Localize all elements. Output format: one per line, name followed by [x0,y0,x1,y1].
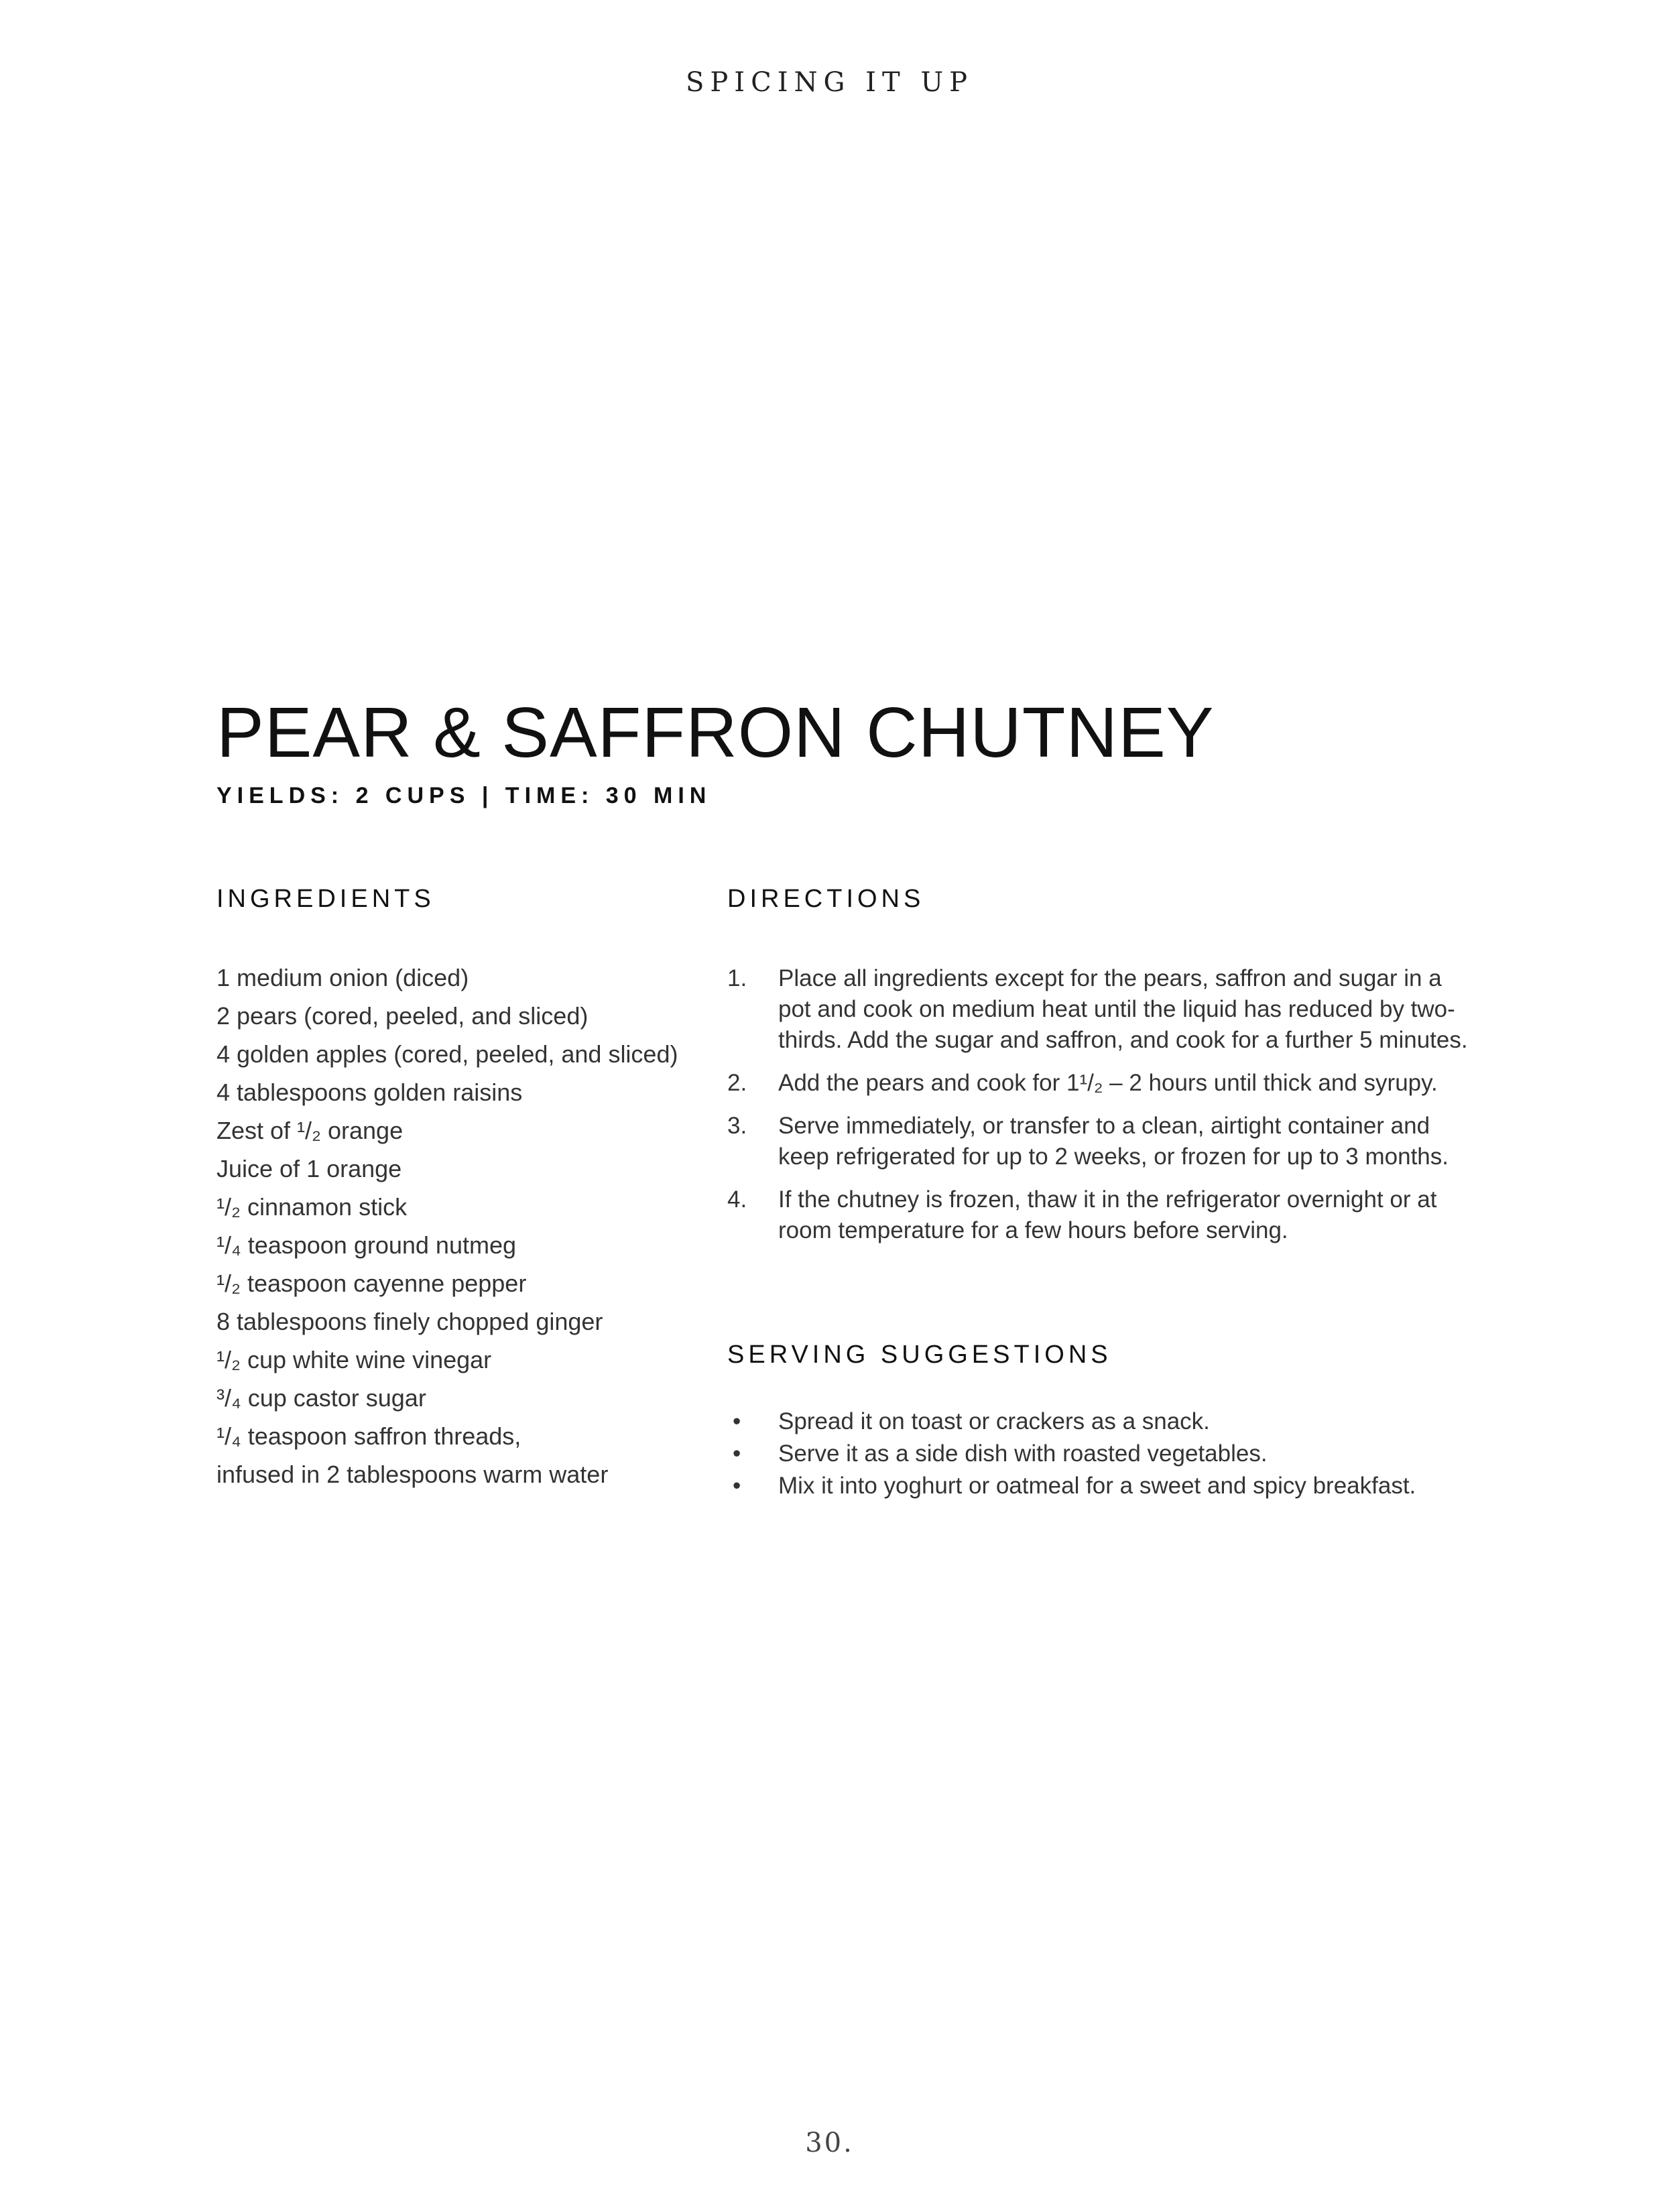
direction-step [727,1111,1471,1172]
ingredient-item: infused in 2 tablespoons warm water [217,1461,609,1488]
step-text: Place all ingredients except for the pears, saffron and sugar in a pot and cook on medium heat until the liquid has reduced by two-thirds. Add the sugar and saffron, and cook for a further 5 minutes. [778,965,1468,1053]
direction-step [727,1184,1471,1246]
step-text: If the chutney is frozen, thaw it in the refrigerator overnight or at room temperature for a few hours before serving. [778,1186,1437,1243]
bullet-icon: • [733,1440,741,1467]
direction-list [727,963,1471,1258]
serving-suggestions-list [727,1406,1471,1502]
step-number: 3. [727,1113,747,1139]
step-text: Serve immediately, or transfer to a clean, airtight container and keep refrigerated for up to 2 weeks, or frozen for up to 3 months. [778,1113,1449,1170]
ingredient-item: ¹/₂ cup white wine vinegar [217,1346,492,1373]
bullet-icon: • [733,1408,741,1434]
recipe-title: PEAR & SAFFRON CHUTNEY [217,693,1215,772]
step-number: 2. [727,1070,747,1096]
ingredient-item: ¹/₂ cinnamon stick [217,1193,408,1221]
recipe-meta: YIELDS: 2 CUPS | TIME: 30 MIN [217,783,712,808]
suggestion-text: Serve it as a side dish with roasted vegetables. [778,1440,1268,1467]
ingredient-item: Juice of 1 orange [217,1155,402,1182]
ingredient-item: 2 pears (cored, peeled, and sliced) [217,1002,589,1030]
step-number: 4. [727,1186,747,1213]
step-number: 1. [727,965,747,991]
ingredient-item: 4 golden apples (cored, peeled, and sliced) [217,1040,678,1068]
bullet-icon: • [733,1473,741,1499]
direction-step [727,963,1471,1056]
title-block [217,693,1490,809]
ingredient-item: ¹/₂ teaspoon cayenne pepper [217,1270,527,1297]
ingredient-item: ³/₄ cup castor sugar [217,1384,426,1412]
suggestion-text: Spread it on toast or crackers as a snack. [778,1408,1210,1434]
ingredient-list [217,959,739,1493]
serving-suggestions-heading: SERVING SUGGESTIONS [727,1341,1112,1369]
serving-suggestion [727,1470,1471,1502]
ingredients-heading: INGREDIENTS [217,885,435,913]
serving-suggestion [727,1406,1471,1438]
page-number: 30. [805,2128,854,2158]
ingredient-item: ¹/₄ teaspoon ground nutmeg [217,1231,516,1259]
running-head: SPICING IT UP [685,67,973,98]
ingredient-item: 1 medium onion (diced) [217,964,469,991]
direction-step [727,1068,1471,1099]
ingredient-item: 4 tablespoons golden raisins [217,1079,523,1106]
directions-heading: DIRECTIONS [727,885,925,913]
ingredient-item: 8 tablespoons finely chopped ginger [217,1308,603,1335]
step-text: Add the pears and cook for 1¹/₂ – 2 hours until thick and syrupy. [778,1070,1438,1096]
serving-suggestion [727,1438,1471,1470]
ingredient-item: ¹/₄ teaspoon saffron threads, [217,1422,521,1450]
ingredient-item: Zest of ¹/₂ orange [217,1117,404,1144]
suggestion-text: Mix it into yoghurt or oatmeal for a sweet and spicy breakfast. [778,1473,1416,1499]
